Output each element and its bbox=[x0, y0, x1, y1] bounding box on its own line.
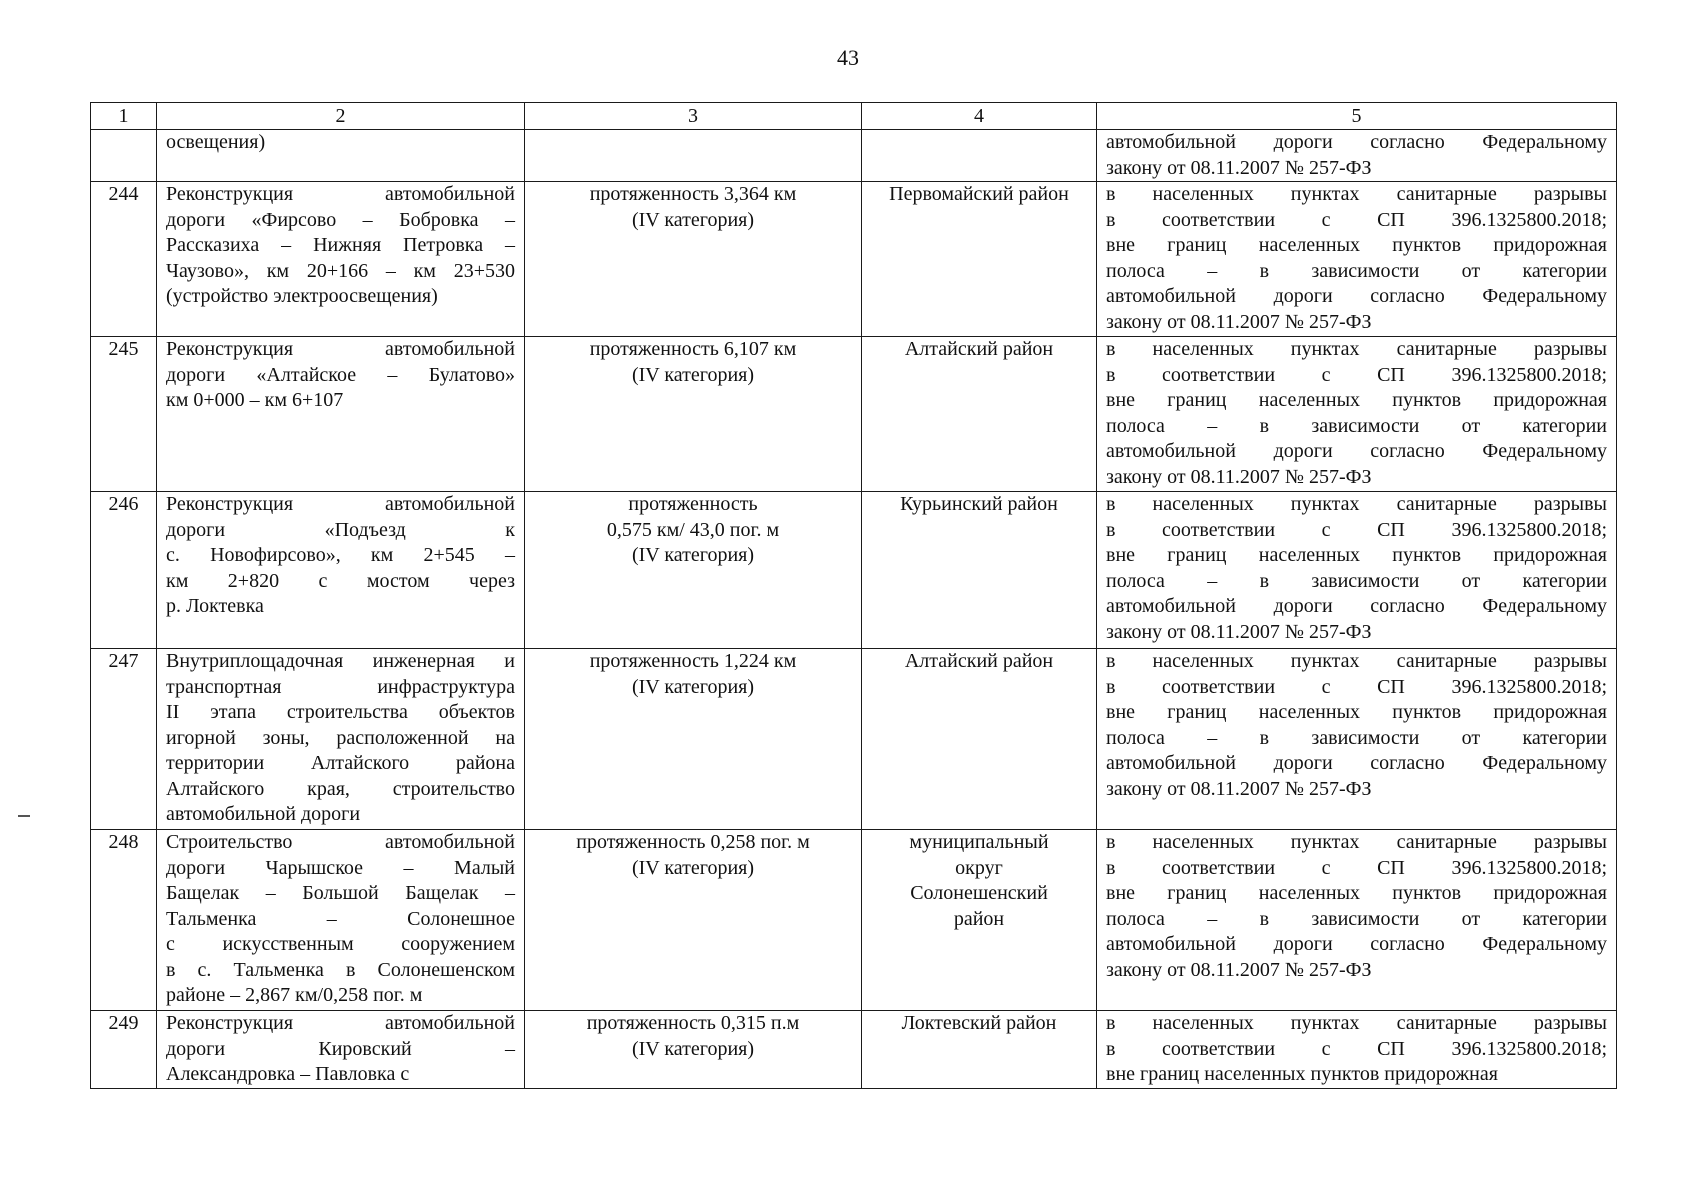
cell-line: закону от 08.11.2007 № 257-ФЗ bbox=[1106, 465, 1372, 488]
cell-line: дороги «Фирсово – Бобровка – bbox=[166, 208, 515, 231]
cell-line: в с. Тальменка в Солонешенском bbox=[166, 958, 515, 981]
cell-line: автомобильной дороги согласно Федеральному bbox=[1106, 440, 1607, 462]
cell-line: в соответствии с СП 396.1325800.2018; bbox=[1106, 363, 1607, 386]
cell-line: Тальменка – Солонешное bbox=[166, 907, 515, 930]
page-number: 43 bbox=[837, 45, 859, 70]
column-header: 4 bbox=[862, 103, 1097, 130]
cell-line: полоса – в зависимости от категории bbox=[1106, 569, 1607, 592]
cell-line: полоса – в зависимости от категории bbox=[1106, 907, 1607, 930]
cell-line: (IV категория) bbox=[631, 208, 755, 231]
length-cell bbox=[525, 492, 862, 649]
length-cell bbox=[525, 182, 862, 337]
cell-line: районе – 2,867 км/0,258 пог. м bbox=[166, 984, 423, 1006]
district-cell bbox=[862, 1011, 1097, 1089]
district-cell bbox=[862, 492, 1097, 649]
table-row bbox=[91, 492, 1617, 649]
cell-line: Рассказиха – Нижняя Петровка – bbox=[166, 234, 515, 256]
cell-line: вне границ населенных пунктов придорожная bbox=[1106, 701, 1607, 723]
object-name-cell bbox=[157, 649, 525, 830]
cell-line: освещения) bbox=[166, 131, 266, 153]
requirements-cell bbox=[1097, 337, 1617, 492]
cell-line: Курьинский район bbox=[900, 493, 1058, 515]
cell-line: протяженность 1,224 км bbox=[589, 650, 797, 672]
district-cell bbox=[862, 130, 1097, 182]
column-header: 5 bbox=[1097, 103, 1617, 130]
requirements-cell bbox=[1097, 649, 1617, 830]
cell-line: в соответствии с СП 396.1325800.2018; bbox=[1106, 518, 1607, 541]
cell-line: Первомайский район bbox=[889, 183, 1069, 205]
cell-line: округ bbox=[955, 856, 1003, 879]
cell-line: р. Локтевка bbox=[166, 595, 264, 617]
cell-line: Внутриплощадочная инженерная и bbox=[166, 650, 515, 672]
row-number-cell: 248 bbox=[91, 830, 157, 1011]
cell-line: в населенных пунктах санитарные разрывы bbox=[1106, 1012, 1607, 1034]
cell-line: в населенных пунктах санитарные разрывы bbox=[1106, 338, 1607, 360]
cell-line: Алтайский район bbox=[904, 338, 1054, 360]
cell-line: (IV категория) bbox=[631, 856, 755, 879]
table-header bbox=[91, 103, 1617, 130]
row-number-cell: 246 bbox=[91, 492, 157, 649]
cell-line: протяженность 0,315 п.м bbox=[586, 1012, 800, 1034]
cell-line: автомобильной дороги согласно Федеральному bbox=[1106, 131, 1607, 153]
column-header: 3 bbox=[525, 103, 862, 130]
row-number-cell bbox=[91, 130, 157, 182]
cell-line: в населенных пунктах санитарные разрывы bbox=[1106, 183, 1607, 205]
cell-line: Реконструкция автомобильной bbox=[166, 1012, 515, 1034]
cell-line: автомобильной дороги согласно Федеральному bbox=[1106, 285, 1607, 307]
cell-line: вне границ населенных пунктов придорожная bbox=[1106, 234, 1607, 256]
district-cell bbox=[862, 830, 1097, 1011]
cell-line: закону от 08.11.2007 № 257-ФЗ bbox=[1106, 777, 1372, 800]
object-name-cell bbox=[157, 337, 525, 492]
requirements-cell bbox=[1097, 182, 1617, 337]
district-cell bbox=[862, 649, 1097, 830]
cell-line: 0,575 км/ 43,0 пог. м bbox=[606, 518, 780, 541]
cell-line: протяженность 3,364 км bbox=[589, 183, 797, 205]
table-row bbox=[91, 830, 1617, 1011]
length-cell bbox=[525, 649, 862, 830]
table-row-continuation bbox=[91, 130, 1617, 182]
cell-line: вне границ населенных пунктов придорожная bbox=[1106, 544, 1607, 566]
cell-line: автомобильной дороги согласно Федеральному bbox=[1106, 933, 1607, 955]
cell-line: Локтевский район bbox=[901, 1012, 1057, 1034]
object-name-cell bbox=[157, 130, 525, 182]
cell-line: территории Алтайского района bbox=[166, 752, 515, 774]
cell-line: автомобильной дороги согласно Федеральному bbox=[1106, 752, 1607, 774]
cell-line: Бащелак – Большой Бащелак – bbox=[166, 882, 515, 904]
cell-line: вне границ населенных пунктов придорожная bbox=[1106, 882, 1607, 904]
requirements-cell bbox=[1097, 130, 1617, 182]
cell-line: (устройство электроосвещения) bbox=[166, 285, 438, 307]
length-cell bbox=[525, 830, 862, 1011]
scan-artifact bbox=[18, 815, 30, 817]
cell-line: II этапа строительства объектов bbox=[166, 701, 515, 723]
object-name-cell bbox=[157, 1011, 525, 1089]
cell-line: Реконструкция автомобильной bbox=[166, 493, 515, 515]
cell-line: дороги Кировский – bbox=[166, 1037, 515, 1060]
cell-line: дороги «Алтайское – Булатово» bbox=[166, 363, 515, 386]
cell-line: автомобильной дороги bbox=[166, 803, 361, 825]
column-header: 1 bbox=[91, 103, 157, 130]
cell-line: закону от 08.11.2007 № 257-ФЗ bbox=[1106, 958, 1372, 981]
cell-line: в соответствии с СП 396.1325800.2018; bbox=[1106, 856, 1607, 879]
table-body bbox=[91, 130, 1617, 1089]
cell-line: (IV категория) bbox=[631, 544, 755, 566]
cell-line: (IV категория) bbox=[631, 363, 755, 386]
cell-line: район bbox=[953, 907, 1005, 930]
row-number-cell: 249 bbox=[91, 1011, 157, 1089]
cell-line: полоса – в зависимости от категории bbox=[1106, 726, 1607, 749]
district-cell bbox=[862, 337, 1097, 492]
cell-line: вне границ населенных пунктов придорожная bbox=[1106, 1063, 1498, 1085]
cell-line: в населенных пунктах санитарные разрывы bbox=[1106, 831, 1607, 853]
cell-line: дороги Чарышское – Малый bbox=[166, 856, 515, 879]
cell-line: в соответствии с СП 396.1325800.2018; bbox=[1106, 1037, 1607, 1060]
table-row bbox=[91, 1011, 1617, 1089]
cell-line: Алтайский район bbox=[904, 650, 1054, 672]
object-name-cell bbox=[157, 830, 525, 1011]
cell-line: с искусственным сооружением bbox=[166, 933, 515, 955]
object-name-cell bbox=[157, 182, 525, 337]
table-row bbox=[91, 182, 1617, 337]
cell-line: Строительство автомобильной bbox=[166, 831, 515, 853]
cell-line: закону от 08.11.2007 № 257-ФЗ bbox=[1106, 310, 1372, 333]
cell-line: Алтайского края, строительство bbox=[166, 777, 515, 800]
cell-line: в населенных пунктах санитарные разрывы bbox=[1106, 650, 1607, 672]
cell-line: муниципальный bbox=[909, 831, 1049, 853]
object-name-cell bbox=[157, 492, 525, 649]
cell-line: автомобильной дороги согласно Федеральному bbox=[1106, 595, 1607, 617]
cell-line: протяженность bbox=[628, 493, 758, 515]
cell-line: закону от 08.11.2007 № 257-ФЗ bbox=[1106, 620, 1372, 643]
cell-line: Реконструкция автомобильной bbox=[166, 183, 515, 205]
cell-line: протяженность 6,107 км bbox=[589, 338, 797, 360]
cell-line: вне границ населенных пунктов придорожная bbox=[1106, 389, 1607, 411]
requirements-cell bbox=[1097, 492, 1617, 649]
cell-line: протяженность 0,258 пог. м bbox=[576, 831, 810, 853]
length-cell bbox=[525, 337, 862, 492]
table-row bbox=[91, 649, 1617, 830]
cell-line: закону от 08.11.2007 № 257-ФЗ bbox=[1106, 156, 1372, 179]
cell-line: Александровка – Павловка с bbox=[166, 1063, 410, 1085]
requirements-cell bbox=[1097, 1011, 1617, 1089]
column-header: 2 bbox=[157, 103, 525, 130]
cell-line: Чаузово», км 20+166 – км 23+530 bbox=[166, 259, 515, 282]
row-number-cell: 244 bbox=[91, 182, 157, 337]
cell-line: в соответствии с СП 396.1325800.2018; bbox=[1106, 208, 1607, 231]
cell-line: дороги «Подъезд к bbox=[166, 518, 515, 541]
cell-line: (IV категория) bbox=[631, 675, 755, 698]
cell-line: км 2+820 с мостом через bbox=[166, 569, 515, 592]
cell-line: Реконструкция автомобильной bbox=[166, 338, 515, 360]
cell-line: в соответствии с СП 396.1325800.2018; bbox=[1106, 675, 1607, 698]
cell-line: (IV категория) bbox=[631, 1037, 755, 1060]
cell-line: Солонешенский bbox=[910, 882, 1048, 904]
cell-line: в населенных пунктах санитарные разрывы bbox=[1106, 493, 1607, 515]
cell-line: км 0+000 – км 6+107 bbox=[166, 389, 344, 411]
cell-line: транспортная инфраструктура bbox=[166, 675, 515, 698]
row-number-cell: 245 bbox=[91, 337, 157, 492]
cell-line: с. Новофирсово», км 2+545 – bbox=[166, 544, 515, 566]
cell-line: полоса – в зависимости от категории bbox=[1106, 414, 1607, 437]
requirements-cell bbox=[1097, 830, 1617, 1011]
cell-line: полоса – в зависимости от категории bbox=[1106, 259, 1607, 282]
length-cell bbox=[525, 1011, 862, 1089]
district-cell bbox=[862, 182, 1097, 337]
table-row bbox=[91, 337, 1617, 492]
objects-table bbox=[90, 102, 1617, 1089]
row-number-cell: 247 bbox=[91, 649, 157, 830]
cell-line: игорной зоны, расположенной на bbox=[166, 726, 515, 749]
length-cell bbox=[525, 130, 862, 182]
